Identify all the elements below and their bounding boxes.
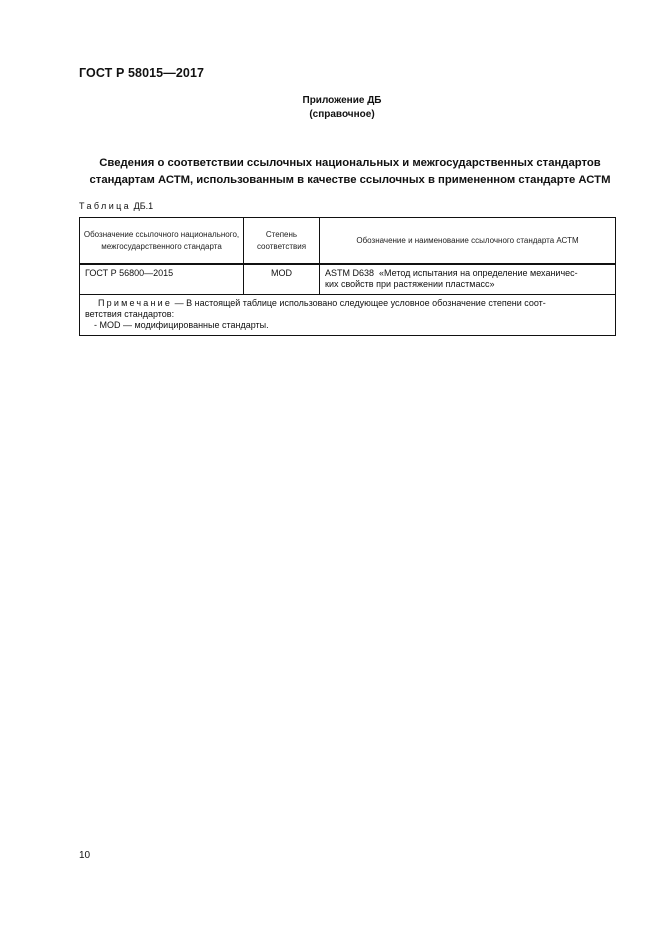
table-note-row bbox=[80, 295, 616, 336]
conformity-table bbox=[79, 217, 616, 336]
page-number: 10 bbox=[79, 850, 91, 861]
astm-standard-cell bbox=[320, 264, 616, 295]
table-row bbox=[80, 264, 616, 295]
appendix-title: Приложение ДБ bbox=[302, 95, 382, 106]
table-label-number: ДБ.1 bbox=[133, 201, 154, 211]
section-title bbox=[60, 155, 640, 188]
astm-line-2: ких свойств при растяжении пластмасс» bbox=[325, 279, 495, 289]
appendix-subtitle: (справочное) bbox=[309, 109, 375, 120]
note-text-3: - MOD — модифицированные стандарты. bbox=[94, 320, 269, 330]
note-line-2: ветствия стандартов: bbox=[85, 309, 175, 319]
header-astm-standard-text: Обозначение и наименование ссылочного стандарта АСТМ bbox=[356, 235, 579, 245]
note-label: Примечание bbox=[98, 298, 173, 308]
section-title-line-2: стандартам АСТМ, использованным в качестве ссылочных в примененном стандарте АСТМ bbox=[89, 173, 611, 186]
header-conformity bbox=[244, 218, 320, 265]
header-astm-standard bbox=[320, 218, 616, 265]
header-conformity-text: Степень соответствия bbox=[256, 229, 307, 251]
astm-line-1: ASTM D638 «Метод испытания на определение механичес- bbox=[325, 268, 578, 278]
national-standard-cell: ГОСТ Р 56800—2015 bbox=[80, 264, 244, 295]
conformity-cell: MOD bbox=[244, 264, 320, 295]
note-line-1 bbox=[85, 298, 610, 309]
header-national-standard-text: Обозначение ссылочного национального, межгосударственного стандарта bbox=[83, 229, 240, 251]
table-header-row bbox=[80, 218, 616, 265]
table-label bbox=[79, 201, 153, 211]
note-text-1: — В настоящей таблице использовано следующее условное обозначение степени соот- bbox=[172, 298, 546, 308]
table-note bbox=[80, 295, 616, 336]
section-title-line-1: Сведения о соответствии ссылочных национальных и межгосударственных стандартов bbox=[99, 157, 601, 169]
standard-header: ГОСТ Р 58015—2017 bbox=[79, 66, 205, 80]
header-national-standard bbox=[80, 218, 244, 265]
note-line-3 bbox=[85, 320, 610, 331]
table-label-prefix: Таблица bbox=[79, 201, 132, 211]
